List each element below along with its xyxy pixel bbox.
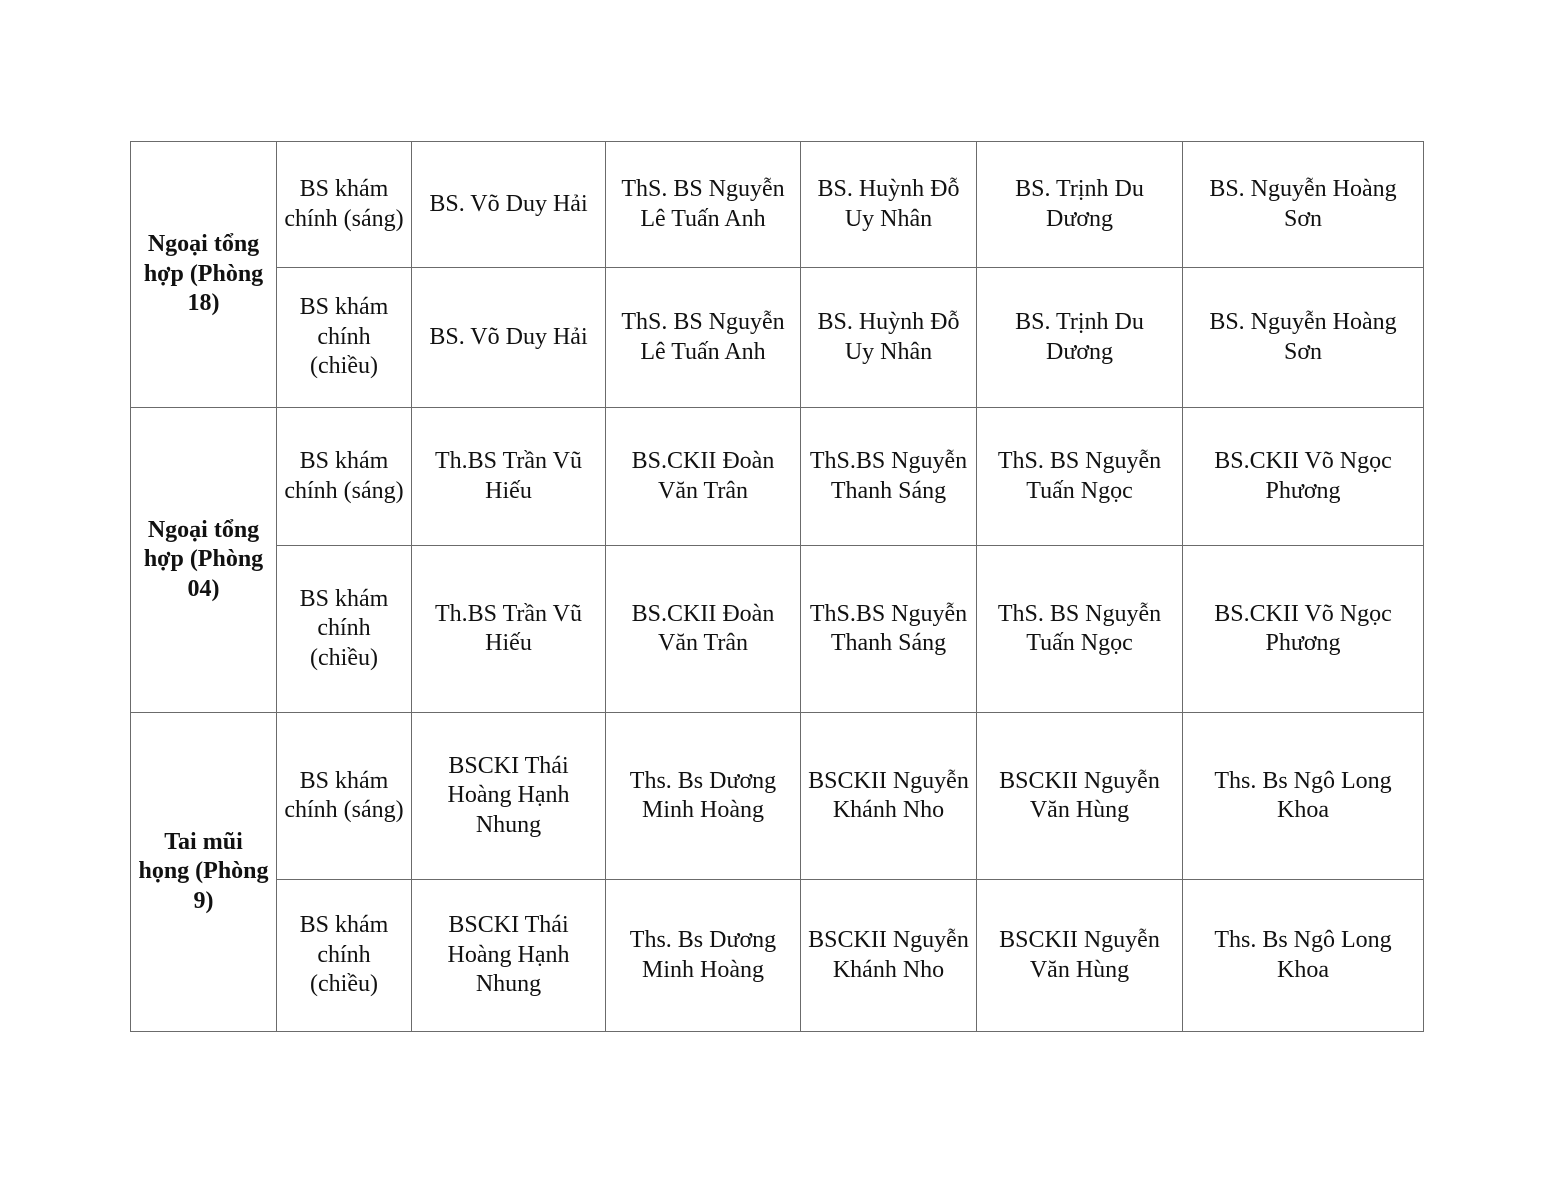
doctor-cell: BSCKI Thái Hoàng Hạnh Nhung — [412, 713, 606, 880]
doctor-cell: BS. Huỳnh Đỗ Uy Nhân — [801, 268, 977, 408]
doctor-cell: BS.CKII Đoàn Văn Trân — [606, 408, 801, 546]
doctor-cell: BSCKII Nguyễn Văn Hùng — [977, 880, 1183, 1032]
doctor-cell: BS. Nguyễn Hoàng Sơn — [1183, 142, 1424, 268]
doctor-cell: Ths. Bs Ngô Long Khoa — [1183, 713, 1424, 880]
doctor-cell: Th.BS Trần Vũ Hiếu — [412, 408, 606, 546]
doctor-schedule-table — [130, 141, 1424, 1032]
doctor-cell: Ths. Bs Dương Minh Hoàng — [606, 713, 801, 880]
doctor-cell: ThS. BS Nguyễn Lê Tuấn Anh — [606, 268, 801, 408]
table-row — [131, 880, 1424, 1032]
doctor-cell: BS.CKII Võ Ngọc Phương — [1183, 408, 1424, 546]
doctor-cell: BS. Trịnh Du Dương — [977, 268, 1183, 408]
doctor-cell: ThS. BS Nguyễn Tuấn Ngọc — [977, 546, 1183, 713]
table-row — [131, 268, 1424, 408]
shift-role: BS khám chính (chiều) — [277, 880, 412, 1032]
doctor-cell: ThS. BS Nguyễn Lê Tuấn Anh — [606, 142, 801, 268]
shift-role: BS khám chính (chiều) — [277, 546, 412, 713]
shift-role: BS khám chính (sáng) — [277, 142, 412, 268]
doctor-cell: BSCKII Nguyễn Văn Hùng — [977, 713, 1183, 880]
doctor-cell: BSCKII Nguyễn Khánh Nho — [801, 880, 977, 1032]
doctor-cell: Ths. Bs Dương Minh Hoàng — [606, 880, 801, 1032]
table-row — [131, 142, 1424, 268]
doctor-cell: BSCKI Thái Hoàng Hạnh Nhung — [412, 880, 606, 1032]
doctor-cell: BS. Võ Duy Hải — [412, 268, 606, 408]
doctor-cell: BS. Võ Duy Hải — [412, 142, 606, 268]
doctor-cell: BS. Trịnh Du Dương — [977, 142, 1183, 268]
shift-role: BS khám chính (sáng) — [277, 713, 412, 880]
doctor-cell: ThS. BS Nguyễn Tuấn Ngọc — [977, 408, 1183, 546]
doctor-cell: BS. Huỳnh Đỗ Uy Nhân — [801, 142, 977, 268]
doctor-cell: Th.BS Trần Vũ Hiếu — [412, 546, 606, 713]
department-name: Tai mũi họng (Phòng 9) — [131, 713, 277, 1032]
doctor-cell: BSCKII Nguyễn Khánh Nho — [801, 713, 977, 880]
table-row — [131, 408, 1424, 546]
doctor-cell: ThS.BS Nguyễn Thanh Sáng — [801, 408, 977, 546]
shift-role: BS khám chính (sáng) — [277, 408, 412, 546]
table-row — [131, 713, 1424, 880]
table-row — [131, 546, 1424, 713]
shift-role: BS khám chính (chiều) — [277, 268, 412, 408]
doctor-cell: BS. Nguyễn Hoàng Sơn — [1183, 268, 1424, 408]
doctor-cell: BS.CKII Đoàn Văn Trân — [606, 546, 801, 713]
department-name: Ngoại tổng hợp (Phòng 18) — [131, 142, 277, 408]
department-name: Ngoại tổng hợp (Phòng 04) — [131, 408, 277, 713]
doctor-cell: Ths. Bs Ngô Long Khoa — [1183, 880, 1424, 1032]
doctor-cell: ThS.BS Nguyễn Thanh Sáng — [801, 546, 977, 713]
doctor-cell: BS.CKII Võ Ngọc Phương — [1183, 546, 1424, 713]
